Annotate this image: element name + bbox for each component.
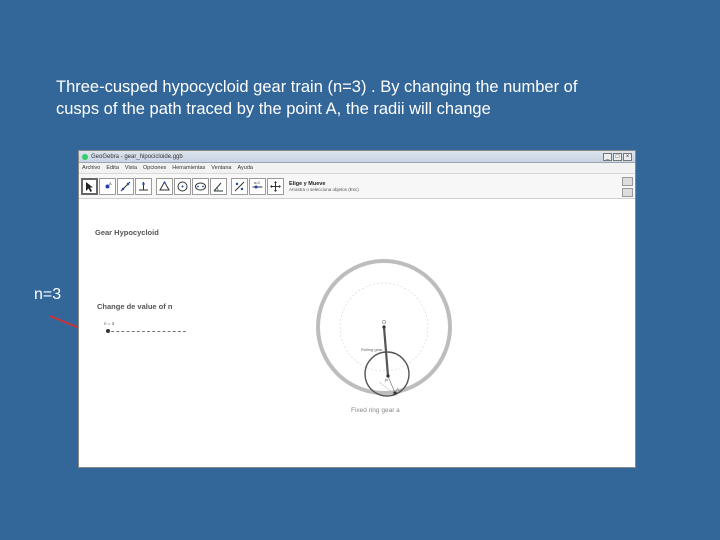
line-icon	[119, 180, 132, 193]
close-button[interactable]: ×	[623, 153, 632, 161]
move-arrows-icon	[269, 180, 282, 193]
slider-value-label: n = 3	[104, 321, 115, 326]
minimize-button[interactable]: _	[603, 153, 612, 161]
center-label-o: O	[382, 320, 386, 326]
menu-vista[interactable]: Vista	[124, 165, 138, 171]
perpendicular-tool-button[interactable]	[135, 178, 152, 195]
menu-bar	[79, 163, 635, 174]
undo-icon[interactable]	[622, 177, 633, 186]
polygon-icon	[158, 180, 171, 193]
circle-icon	[176, 180, 189, 193]
polygon-tool-button[interactable]	[156, 178, 173, 195]
perpendicular-icon	[137, 180, 150, 193]
change-n-label: Change de value of n	[97, 302, 173, 311]
menu-herramientas[interactable]: Herramientas	[172, 165, 206, 171]
move-view-tool-button[interactable]	[267, 178, 284, 195]
radius-line	[388, 376, 395, 393]
point-a-label: A	[396, 387, 400, 392]
line-tool-button[interactable]	[117, 178, 134, 195]
slide-caption: Three-cusped hypocycloid gear train (n=3) . By changing the number of cusps of the path traced by the point A, the radii will change	[56, 78, 578, 118]
maximize-button[interactable]: □	[613, 153, 622, 161]
redo-icon[interactable]	[622, 188, 633, 197]
menu-ventana[interactable]: Ventana	[211, 165, 232, 171]
gear-diagram	[79, 197, 635, 467]
angle-icon	[212, 180, 225, 193]
menu-archivo[interactable]: Archivo	[82, 165, 101, 171]
toolbar	[79, 174, 635, 199]
n-value-label: n=3	[34, 286, 62, 303]
geogebra-app-icon	[82, 154, 88, 160]
reflect-tool-button[interactable]	[231, 178, 248, 195]
conic-tool-button[interactable]	[192, 178, 209, 195]
title-bar	[79, 151, 635, 163]
point-p-label: P	[385, 378, 389, 383]
ellipse-icon	[194, 180, 207, 193]
gear-title: Gear Hypocycloid	[95, 228, 159, 237]
window-title: GeoGebra - gear_hipocicloide.ggb	[91, 153, 183, 160]
selected-tool-help: Arrastra o selecciona objetos (Esc)	[289, 186, 359, 192]
menu-ayuda[interactable]: Ayuda	[237, 165, 253, 171]
slider-tool-button[interactable]	[249, 178, 266, 195]
move-tool-button[interactable]	[81, 178, 98, 195]
fixed-ring-label: Fixed ring gear a	[351, 407, 400, 414]
reflect-icon	[233, 180, 246, 193]
point-tool-button[interactable]	[99, 178, 116, 195]
slider-icon	[251, 180, 264, 193]
circle-tool-button[interactable]	[174, 178, 191, 195]
angle-tool-button[interactable]	[210, 178, 227, 195]
selected-tool-name: Elige y Mueve	[289, 180, 326, 187]
menu-opciones[interactable]: Opciones	[143, 165, 167, 171]
rolling-gear-label: Rolling gear	[361, 347, 383, 352]
graphics-view[interactable]	[79, 197, 635, 467]
point-icon	[101, 180, 114, 193]
cursor-arrow-icon	[83, 180, 96, 193]
geogebra-window	[78, 150, 636, 468]
menu-edita[interactable]: Edita	[106, 165, 119, 171]
svg-text:A: A	[109, 180, 112, 186]
svg-text:a=2: a=2	[254, 180, 260, 185]
